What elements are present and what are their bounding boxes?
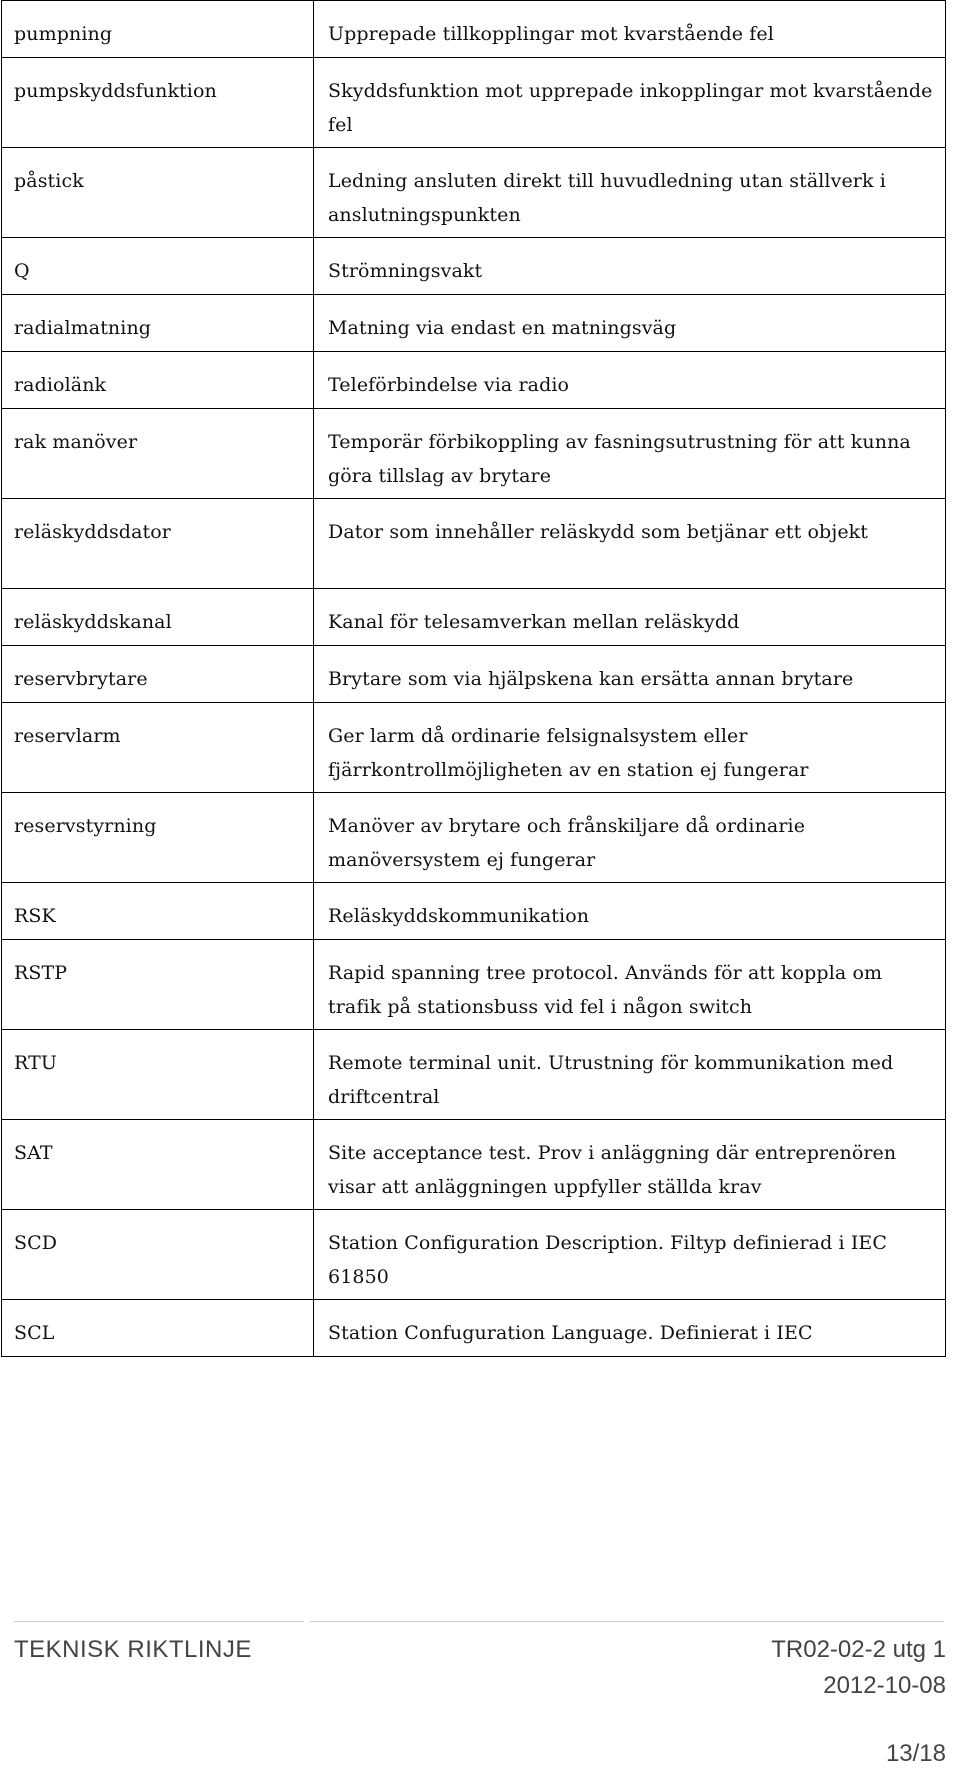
glossary-term: RTU xyxy=(2,1030,314,1120)
glossary-definition: Skyddsfunktion mot upprepade inkopplingar mot kvarstående fel xyxy=(314,58,946,148)
table-row xyxy=(2,793,946,883)
glossary-term: reservbrytare xyxy=(2,646,314,703)
glossary-term: Q xyxy=(2,238,314,295)
glossary-definition: Brytare som via hjälpskena kan ersätta annan brytare xyxy=(314,646,946,703)
glossary-term: SCD xyxy=(2,1210,314,1300)
table-row xyxy=(2,883,946,940)
table-row xyxy=(2,499,946,589)
footer-date: 2012-10-08 xyxy=(823,1672,946,1699)
glossary-definition: Matning via endast en matningsväg xyxy=(314,295,946,352)
footer-divider-right xyxy=(310,1621,944,1622)
table-row xyxy=(2,646,946,703)
glossary-term: pumpning xyxy=(2,1,314,58)
glossary-term: reläskyddsdator xyxy=(2,499,314,589)
glossary-term: reservlarm xyxy=(2,703,314,793)
table-row xyxy=(2,295,946,352)
table-row xyxy=(2,1,946,58)
page-footer xyxy=(0,1600,960,1768)
glossary-definition: Ger larm då ordinarie felsignalsystem eller fjärrkontrollmöjligheten av en station ej fungerar xyxy=(314,703,946,793)
glossary-definition: Site acceptance test. Prov i anläggning där entreprenören visar att anläggningen uppfyller ställda krav xyxy=(314,1120,946,1210)
glossary-term: RSTP xyxy=(2,940,314,1030)
glossary-table xyxy=(1,0,946,1357)
footer-document-number: TR02-02-2 utg 1 xyxy=(771,1636,946,1663)
glossary-term: radiolänk xyxy=(2,352,314,409)
table-row xyxy=(2,703,946,793)
table-row xyxy=(2,1120,946,1210)
glossary-term: RSK xyxy=(2,883,314,940)
table-row xyxy=(2,1030,946,1120)
glossary-term: reläskyddskanal xyxy=(2,589,314,646)
table-row xyxy=(2,352,946,409)
glossary-definition: Temporär förbikoppling av fasningsutrustning för att kunna göra tillslag av brytare xyxy=(314,409,946,499)
table-row xyxy=(2,238,946,295)
glossary-definition: Kanal för telesamverkan mellan reläskydd xyxy=(314,589,946,646)
glossary-definition: Ledning ansluten direkt till huvudledning utan ställverk i anslutningspunkten xyxy=(314,148,946,238)
table-row xyxy=(2,940,946,1030)
table-row xyxy=(2,409,946,499)
glossary-term: rak manöver xyxy=(2,409,314,499)
glossary-definition: Teleförbindelse via radio xyxy=(314,352,946,409)
glossary-definition: Remote terminal unit. Utrustning för kommunikation med driftcentral xyxy=(314,1030,946,1120)
glossary-definition: Station Configuration Description. Filtyp definierad i IEC 61850 xyxy=(314,1210,946,1300)
footer-divider-left xyxy=(14,1621,304,1622)
glossary-definition: Rapid spanning tree protocol. Används för att koppla om trafik på stationsbuss vid fel i någon switch xyxy=(314,940,946,1030)
glossary-definition: Manöver av brytare och frånskiljare då ordinarie manöversystem ej fungerar xyxy=(314,793,946,883)
glossary-term: radialmatning xyxy=(2,295,314,352)
glossary-definition: Strömningsvakt xyxy=(314,238,946,295)
footer-page-number: 13/18 xyxy=(885,1740,946,1767)
glossary-term: SAT xyxy=(2,1120,314,1210)
glossary-term: pumpskyddsfunktion xyxy=(2,58,314,148)
glossary-definition: Upprepade tillkopplingar mot kvarstående fel xyxy=(314,1,946,58)
glossary-term: påstick xyxy=(2,148,314,238)
glossary-term: reservstyrning xyxy=(2,793,314,883)
table-row xyxy=(2,589,946,646)
table-row xyxy=(2,148,946,238)
glossary-definition: Dator som innehåller reläskydd som betjänar ett objekt xyxy=(314,499,946,589)
glossary-definition: Reläskyddskommunikation xyxy=(314,883,946,940)
table-row xyxy=(2,58,946,148)
glossary-body xyxy=(2,1,946,1357)
glossary-term: SCL xyxy=(2,1300,314,1357)
footer-document-type: TEKNISK RIKTLINJE xyxy=(14,1636,252,1663)
glossary-definition: Station Confuguration Language. Definierat i IEC xyxy=(314,1300,946,1357)
table-row xyxy=(2,1300,946,1357)
table-row xyxy=(2,1210,946,1300)
